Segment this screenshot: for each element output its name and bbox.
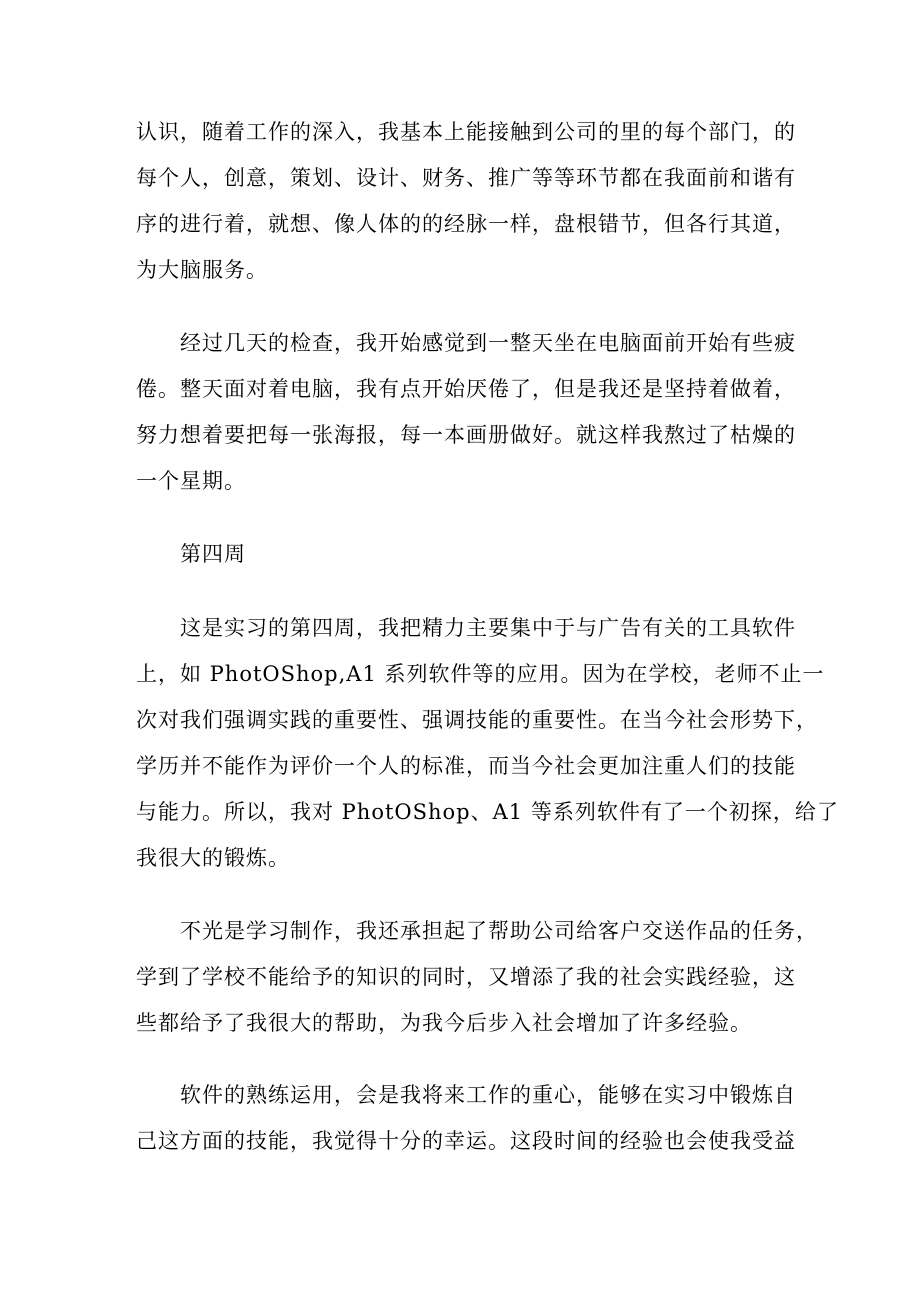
text-line: 上，如 PhotOShop,A1 系列软件等的应用。因为在学校，老师不止一 xyxy=(136,662,825,686)
text-line: 经过几天的检查，我开始感觉到一整天坐在电脑面前开始有些疲 xyxy=(180,331,796,355)
text-line: 一个星期。 xyxy=(136,469,246,493)
text-line: 与能力。所以，我对 PhotOShop、A1 等系列软件有了一个初探，给了 xyxy=(136,800,839,824)
text-line: 学历并不能作为评价一个人的标准，而当今社会更加注重人们的技能 xyxy=(136,754,796,778)
heading-text: 第四周 xyxy=(180,542,246,566)
text-line: 己这方面的技能，我觉得十分的幸运。这段时间的经验也会使我受益 xyxy=(136,1129,796,1153)
text-line: 序的进行着，就想、像人体的的经脉一样，盘根错节，但各行其道， xyxy=(136,212,796,236)
text-line: 每个人，创意，策划、设计、财务、推广等等环节都在我面前和谐有 xyxy=(136,166,796,190)
text-line: 不光是学习制作，我还承担起了帮助公司给客户交送作品的任务， xyxy=(180,919,818,943)
text-line: 努力想着要把每一张海报，每一本画册做好。就这样我熬过了枯燥的 xyxy=(136,423,796,447)
text-line: 些都给予了我很大的帮助，为我今后步入社会增加了许多经验。 xyxy=(136,1011,752,1035)
text-line: 我很大的锻炼。 xyxy=(136,846,290,870)
text-line: 这是实习的第四周，我把精力主要集中于与广告有关的工具软件 xyxy=(180,616,796,640)
text-line: 软件的熟练运用，会是我将来工作的重心，能够在实习中锻炼自 xyxy=(180,1083,796,1107)
text-line: 认识，随着工作的深入，我基本上能接触到公司的里的每个部门，的 xyxy=(136,120,796,144)
text-line: 学到了学校不能给予的知识的同时，又增添了我的社会实践经验，这 xyxy=(136,965,796,989)
text-line: 倦。整天面对着电脑，我有点开始厌倦了，但是我还是坚持着做着， xyxy=(136,377,796,401)
text-line: 为大脑服务。 xyxy=(136,258,268,282)
text-line: 次对我们强调实践的重要性、强调技能的重要性。在当今社会形势下， xyxy=(136,708,818,732)
